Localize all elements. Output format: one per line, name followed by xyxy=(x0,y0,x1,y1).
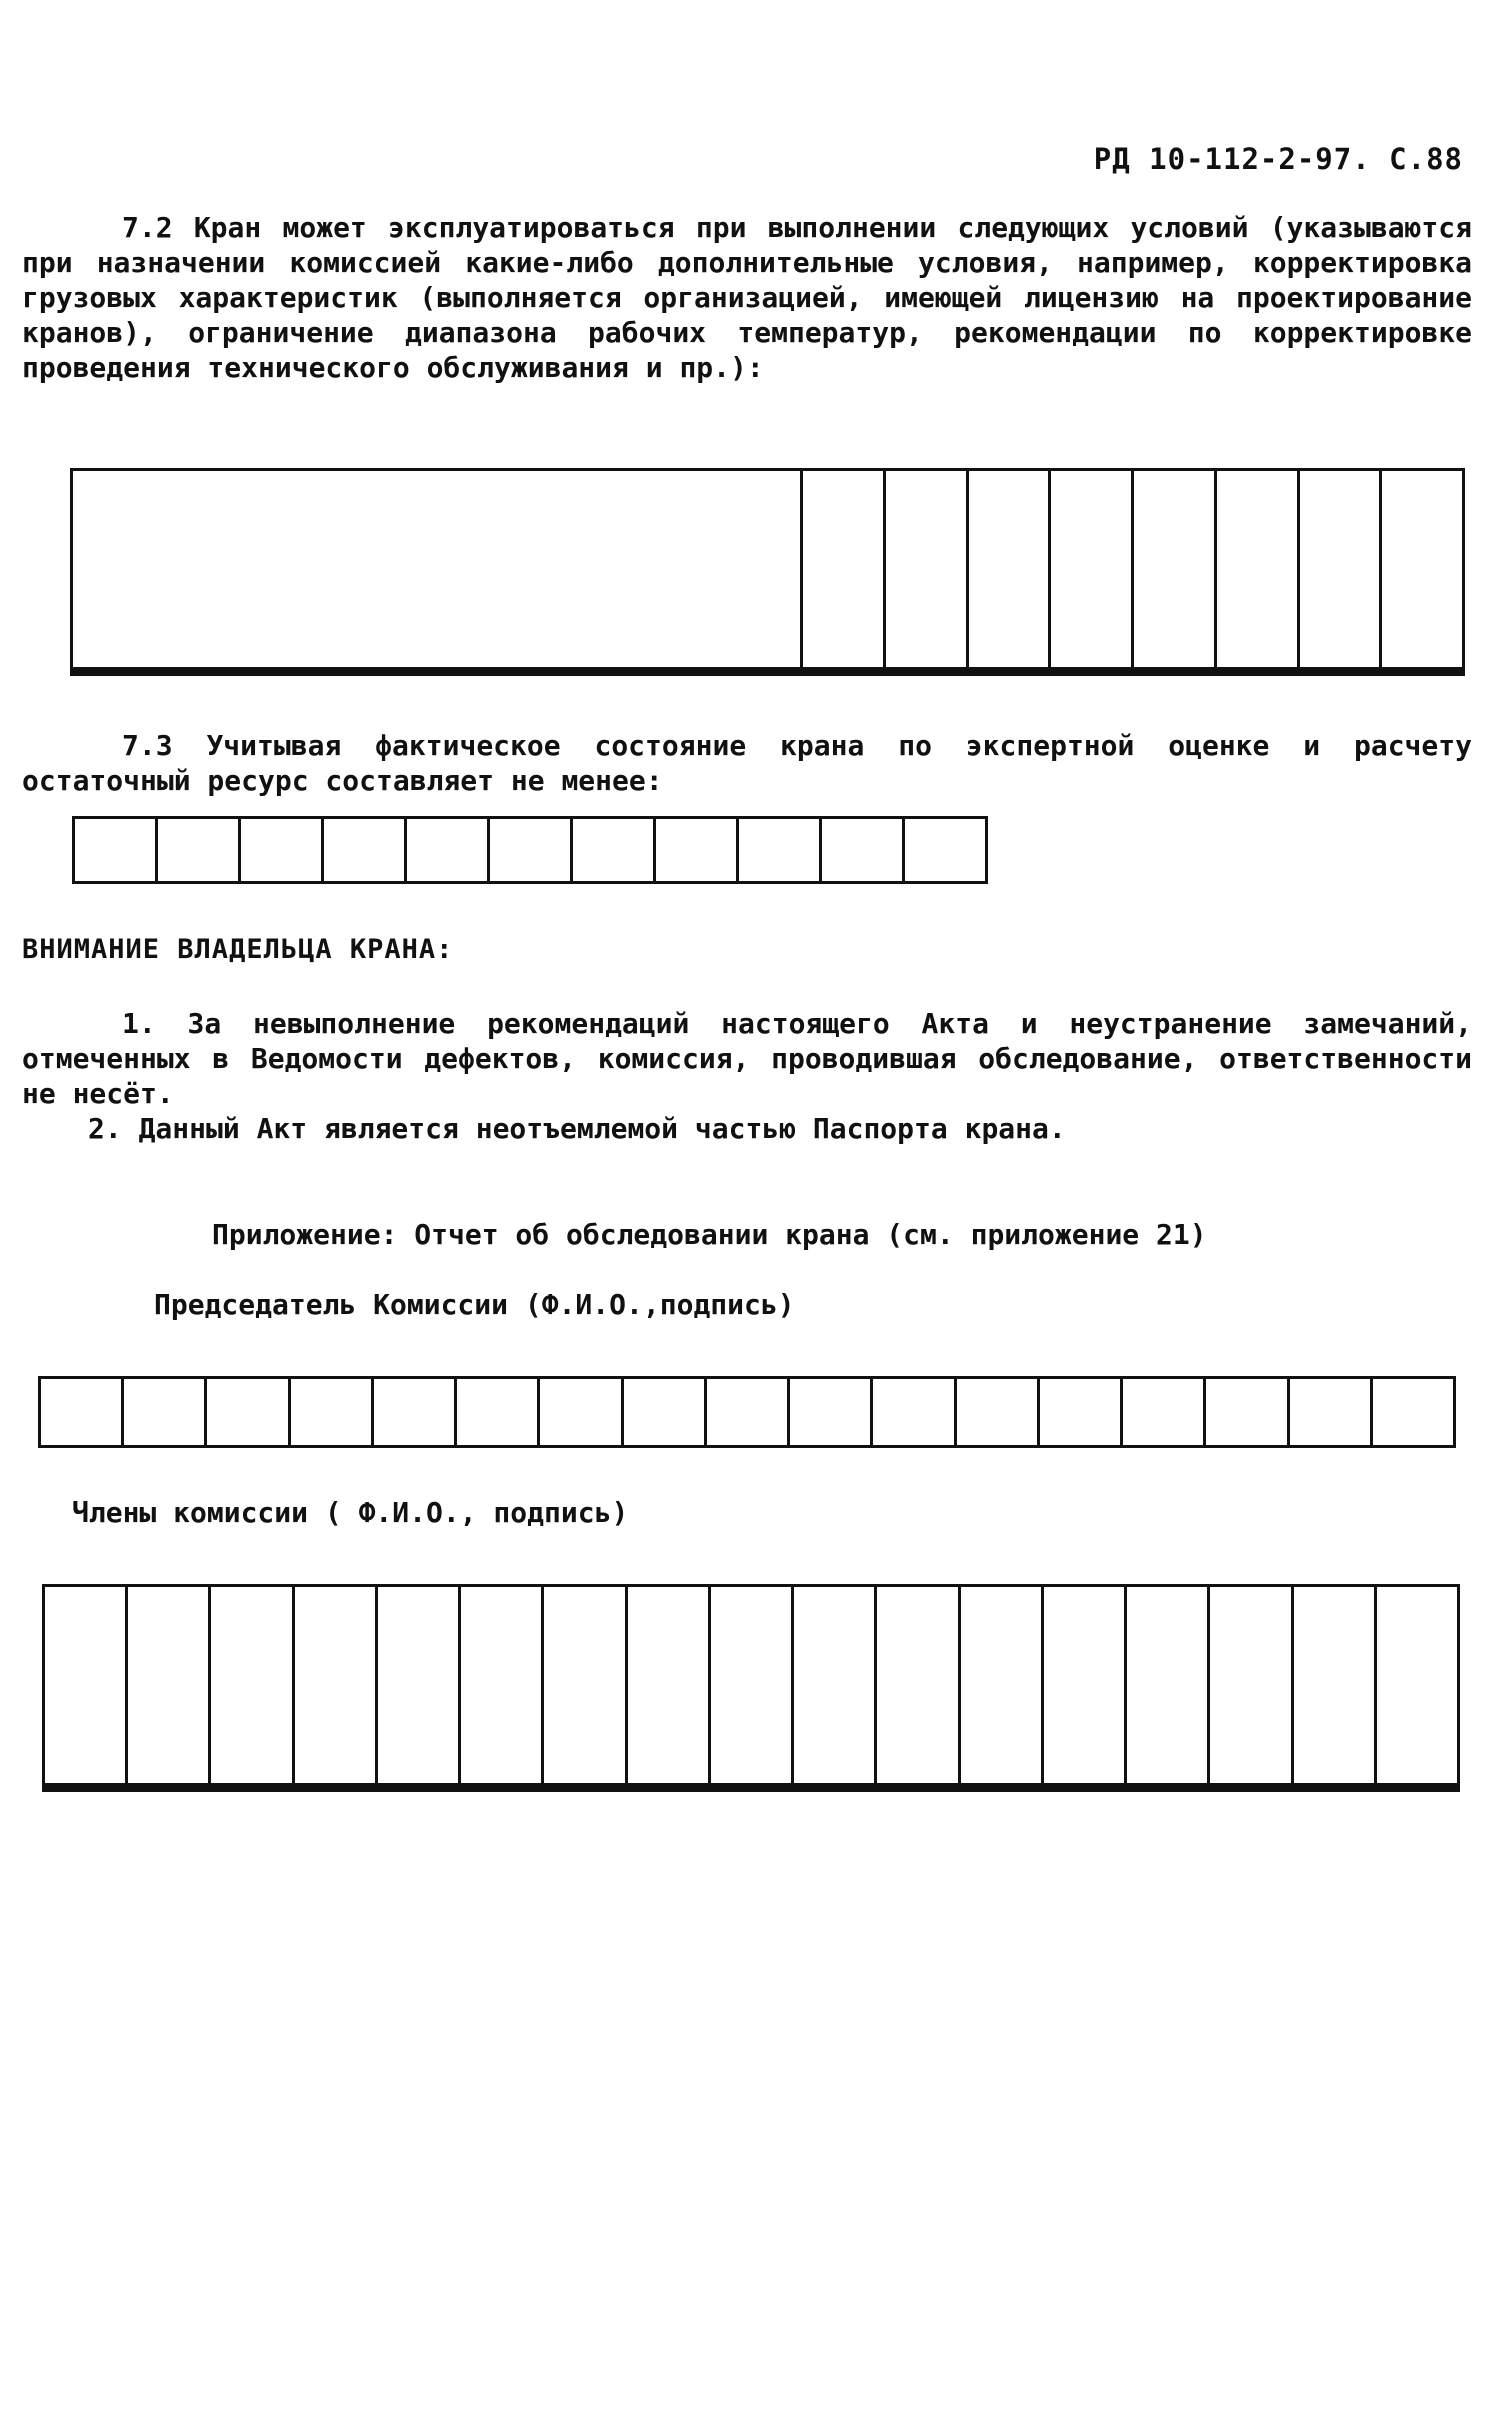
table-cell[interactable] xyxy=(1215,672,1298,675)
owner-notice-item-2: 2. Данный Акт является неотъемлемой частью Паспорта крана. xyxy=(88,1112,1066,1145)
signature-cell[interactable] xyxy=(210,1788,293,1791)
table-row xyxy=(44,1788,1459,1791)
signature-cell[interactable] xyxy=(40,1378,123,1447)
signature-cell[interactable] xyxy=(1288,1378,1371,1447)
signature-cell[interactable] xyxy=(709,1788,792,1791)
resource-cell[interactable] xyxy=(904,818,987,883)
signature-cell[interactable] xyxy=(1209,1586,1292,1785)
signature-cell[interactable] xyxy=(539,1378,622,1447)
table-cell[interactable] xyxy=(1050,672,1133,675)
table-cell[interactable] xyxy=(967,672,1050,675)
signature-cell[interactable] xyxy=(1375,1586,1458,1785)
signature-cell[interactable] xyxy=(44,1788,127,1791)
resource-cell[interactable] xyxy=(74,818,157,883)
signature-cell[interactable] xyxy=(1038,1378,1121,1447)
section-7-2-text: 7.2 Кран может эксплуатироваться при выполнении следующих условий (указываются при назначении комиссией какие-либо дополнительные условия, например, корректировка грузовых характеристик (выполняется организацией, имеющей лицензию на проектирование кранов), ограничение диапазона рабочих температур, рекомендации по корректировке проведения технического обслуживания и пр.): xyxy=(22,211,1472,384)
table-cell[interactable] xyxy=(1381,470,1464,669)
table-row xyxy=(44,1586,1459,1785)
signature-cell[interactable] xyxy=(293,1586,376,1785)
table-row xyxy=(74,818,987,883)
signature-cell[interactable] xyxy=(709,1586,792,1785)
signature-cell[interactable] xyxy=(293,1788,376,1791)
resource-cell[interactable] xyxy=(157,818,240,883)
signature-cell[interactable] xyxy=(127,1788,210,1791)
signature-cell[interactable] xyxy=(793,1788,876,1791)
signature-cell[interactable] xyxy=(1292,1788,1375,1791)
resource-cell[interactable] xyxy=(240,818,323,883)
appendix-reference: Приложение: Отчет об обследовании крана (см. приложение 21) xyxy=(212,1218,1207,1251)
signature-cell[interactable] xyxy=(1292,1586,1375,1785)
section-7-3-text: 7.3 Учитывая фактическое состояние крана по экспертной оценке и расчету остаточный ресурс составляет не менее: xyxy=(22,729,1472,797)
chairman-label: Председатель Комиссии (Ф.И.О.,подпись) xyxy=(154,1288,795,1321)
owner-notice-title: ВНИМАНИЕ ВЛАДЕЛЬЦА КРАНА: xyxy=(22,934,454,965)
signature-cell[interactable] xyxy=(1042,1788,1125,1791)
signature-cell[interactable] xyxy=(1042,1586,1125,1785)
table-row xyxy=(40,1378,1455,1447)
table-cell[interactable] xyxy=(1298,672,1381,675)
members-label: Члены комиссии ( Ф.И.О., подпись) xyxy=(72,1496,629,1529)
table-row xyxy=(72,672,1464,675)
signature-cell[interactable] xyxy=(959,1788,1042,1791)
signature-cell[interactable] xyxy=(876,1586,959,1785)
table-cell[interactable] xyxy=(802,672,885,675)
signature-cell[interactable] xyxy=(289,1378,372,1447)
signature-cell[interactable] xyxy=(626,1788,709,1791)
residual-resource-cells xyxy=(72,816,988,884)
resource-cell[interactable] xyxy=(821,818,904,883)
signature-cell[interactable] xyxy=(872,1378,955,1447)
signature-cell[interactable] xyxy=(622,1378,705,1447)
signature-cell[interactable] xyxy=(959,1586,1042,1785)
signature-cell[interactable] xyxy=(460,1586,543,1785)
signature-cell[interactable] xyxy=(44,1586,127,1785)
signature-cell[interactable] xyxy=(376,1586,459,1785)
resource-cell[interactable] xyxy=(738,818,821,883)
document-reference: РД 10-112-2-97. С.88 xyxy=(1093,142,1463,176)
signature-cell[interactable] xyxy=(123,1378,206,1447)
resource-cell[interactable] xyxy=(406,818,489,883)
table-cell[interactable] xyxy=(1215,470,1298,669)
table-cell[interactable] xyxy=(884,470,967,669)
resource-cell[interactable] xyxy=(323,818,406,883)
signature-cell[interactable] xyxy=(206,1378,289,1447)
signature-cell[interactable] xyxy=(705,1378,788,1447)
signature-cell[interactable] xyxy=(543,1586,626,1785)
table-cell[interactable] xyxy=(1381,672,1464,675)
table-cell[interactable] xyxy=(1298,470,1381,669)
signature-cell[interactable] xyxy=(372,1378,455,1447)
signature-cell[interactable] xyxy=(1375,1788,1458,1791)
signature-cell[interactable] xyxy=(1126,1586,1209,1785)
signature-cell[interactable] xyxy=(460,1788,543,1791)
table-row xyxy=(72,470,1464,669)
signature-cell[interactable] xyxy=(793,1586,876,1785)
signature-cell[interactable] xyxy=(789,1378,872,1447)
table-cell[interactable] xyxy=(967,470,1050,669)
resource-cell[interactable] xyxy=(655,818,738,883)
signature-cell[interactable] xyxy=(543,1788,626,1791)
signature-cell[interactable] xyxy=(210,1586,293,1785)
table-cell[interactable] xyxy=(1133,470,1216,669)
signature-cell[interactable] xyxy=(1122,1378,1205,1447)
signature-cell[interactable] xyxy=(626,1586,709,1785)
signature-cell[interactable] xyxy=(955,1378,1038,1447)
signature-cell[interactable] xyxy=(1205,1378,1288,1447)
owner-notice-item-1: 1. За невыполнение рекомендаций настоящего Акта и неустранение замечаний, отмеченных в Ведомости дефектов, комиссия, проводившая обследование, ответственности не несёт. xyxy=(22,1007,1472,1110)
resource-cell[interactable] xyxy=(572,818,655,883)
condition-text-cell[interactable] xyxy=(72,470,802,669)
signature-cell[interactable] xyxy=(1371,1378,1454,1447)
table-cell[interactable] xyxy=(802,470,885,669)
resource-cell[interactable] xyxy=(489,818,572,883)
signature-cell[interactable] xyxy=(127,1586,210,1785)
signature-cell[interactable] xyxy=(876,1788,959,1791)
chairman-signature-cells xyxy=(38,1376,1456,1448)
members-signature-cells xyxy=(42,1584,1460,1792)
table-cell[interactable] xyxy=(1050,470,1133,669)
condition-text-cell[interactable] xyxy=(72,672,802,675)
conditions-table xyxy=(70,468,1465,676)
signature-cell[interactable] xyxy=(456,1378,539,1447)
signature-cell[interactable] xyxy=(1126,1788,1209,1791)
table-cell[interactable] xyxy=(884,672,967,675)
signature-cell[interactable] xyxy=(1209,1788,1292,1791)
table-cell[interactable] xyxy=(1133,672,1216,675)
signature-cell[interactable] xyxy=(376,1788,459,1791)
